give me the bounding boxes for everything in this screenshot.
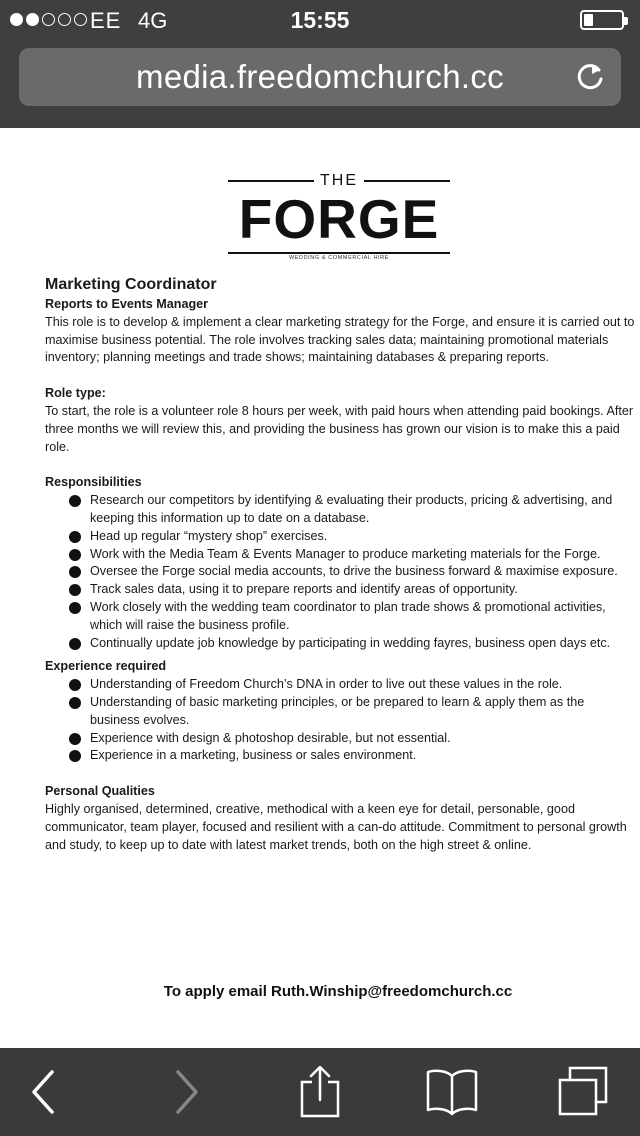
personal-qualities-paragraph: Highly organised, determined, creative, methodical with a keen eye for detail, personable, good communicator, team player, focused and resilient with a can-do attitude. Commitment to personal growth and study, to keep up to date with latest market trends, both on the high street & online. [45, 801, 627, 852]
role-type-paragraph: To start, the role is a volunteer role 8 hours per week, with paid hours when attending paid bookings. After three months we will review this, and providing the business has grown our vision is to make this a paid role. [45, 403, 634, 454]
job-description [45, 274, 635, 854]
job-title: Marketing Coordinator [45, 276, 217, 293]
experience-heading: Experience required [45, 659, 167, 674]
logo-the: THE [320, 172, 358, 189]
list-item: Experience in a marketing, business or sales environment. [45, 747, 635, 765]
reload-icon[interactable] [573, 60, 607, 94]
role-type-heading: Role type: [45, 386, 106, 401]
reports-to: Reports to Events Manager [45, 297, 209, 311]
address-bar[interactable] [19, 48, 621, 106]
responsibilities-heading: Responsibilities [45, 475, 142, 490]
browser-chrome [0, 0, 640, 128]
back-button[interactable] [14, 1066, 74, 1118]
browser-toolbar [0, 1048, 640, 1136]
list-item: Work closely with the wedding team coordinator to plan trade shows & promotional activities, which will raise the business profile. [45, 599, 635, 635]
list-item: Understanding of Freedom Church’s DNA in order to live out these values in the role. [45, 676, 635, 694]
list-item: Continually update job knowledge by participating in wedding fayres, business open days etc. [45, 635, 635, 653]
forge-logo [228, 172, 450, 262]
list-item: Track sales data, using it to prepare reports and identify areas of opportunity. [45, 581, 635, 599]
experience-list [45, 676, 635, 765]
list-item: Oversee the Forge social media accounts, to drive the business forward & maximise exposure. [45, 563, 635, 581]
back-icon[interactable] [14, 1066, 74, 1118]
list-item: Work with the Media Team & Events Manager to produce marketing materials for the Forge. [45, 546, 635, 564]
forward-button[interactable] [156, 1066, 216, 1118]
tabs-button[interactable] [554, 1066, 614, 1118]
bookmarks-icon[interactable] [422, 1066, 482, 1118]
bookmarks-button[interactable] [422, 1066, 482, 1118]
network-type: 4G [138, 8, 168, 33]
apply-email-text[interactable]: To apply email Ruth.Winship@freedomchurch.cc [163, 983, 513, 1000]
status-time: 15:55 [290, 7, 350, 33]
list-item: Understanding of basic marketing principles, or be prepared to learn & apply them as the business evolves. [45, 694, 635, 730]
status-bar [0, 0, 640, 40]
logo-forge: FORGE [238, 188, 440, 250]
forward-icon[interactable] [156, 1066, 216, 1118]
responsibilities-list [45, 492, 635, 652]
list-item: Experience with design & photoshop desirable, but not essential. [45, 730, 635, 748]
web-page [0, 128, 640, 1048]
tabs-icon[interactable] [554, 1066, 614, 1118]
personal-qualities-heading: Personal Qualities [45, 784, 155, 799]
logo-subtitle: WEDDING & COMMERCIAL HIRE [288, 255, 390, 261]
battery-icon [580, 10, 624, 30]
share-button[interactable] [290, 1066, 350, 1118]
list-item: Head up regular “mystery shop” exercises. [45, 528, 635, 546]
list-item: Research our competitors by identifying & evaluating their products, pricing & advertising, and keeping this information up to date on a database. [45, 492, 635, 528]
carrier-name: EE [90, 8, 122, 33]
share-icon[interactable] [290, 1066, 350, 1118]
url-text[interactable]: media.freedomchurch.cc [136, 58, 504, 95]
intro-paragraph: This role is to develop & implement a clear marketing strategy for the Forge, and ensure it is carried out to maximise business potential. The role involves tracking sales data; maintaining promotional materials inventory; planning meetings and trade shows; maintaining databases & preparing reports. [45, 314, 635, 365]
